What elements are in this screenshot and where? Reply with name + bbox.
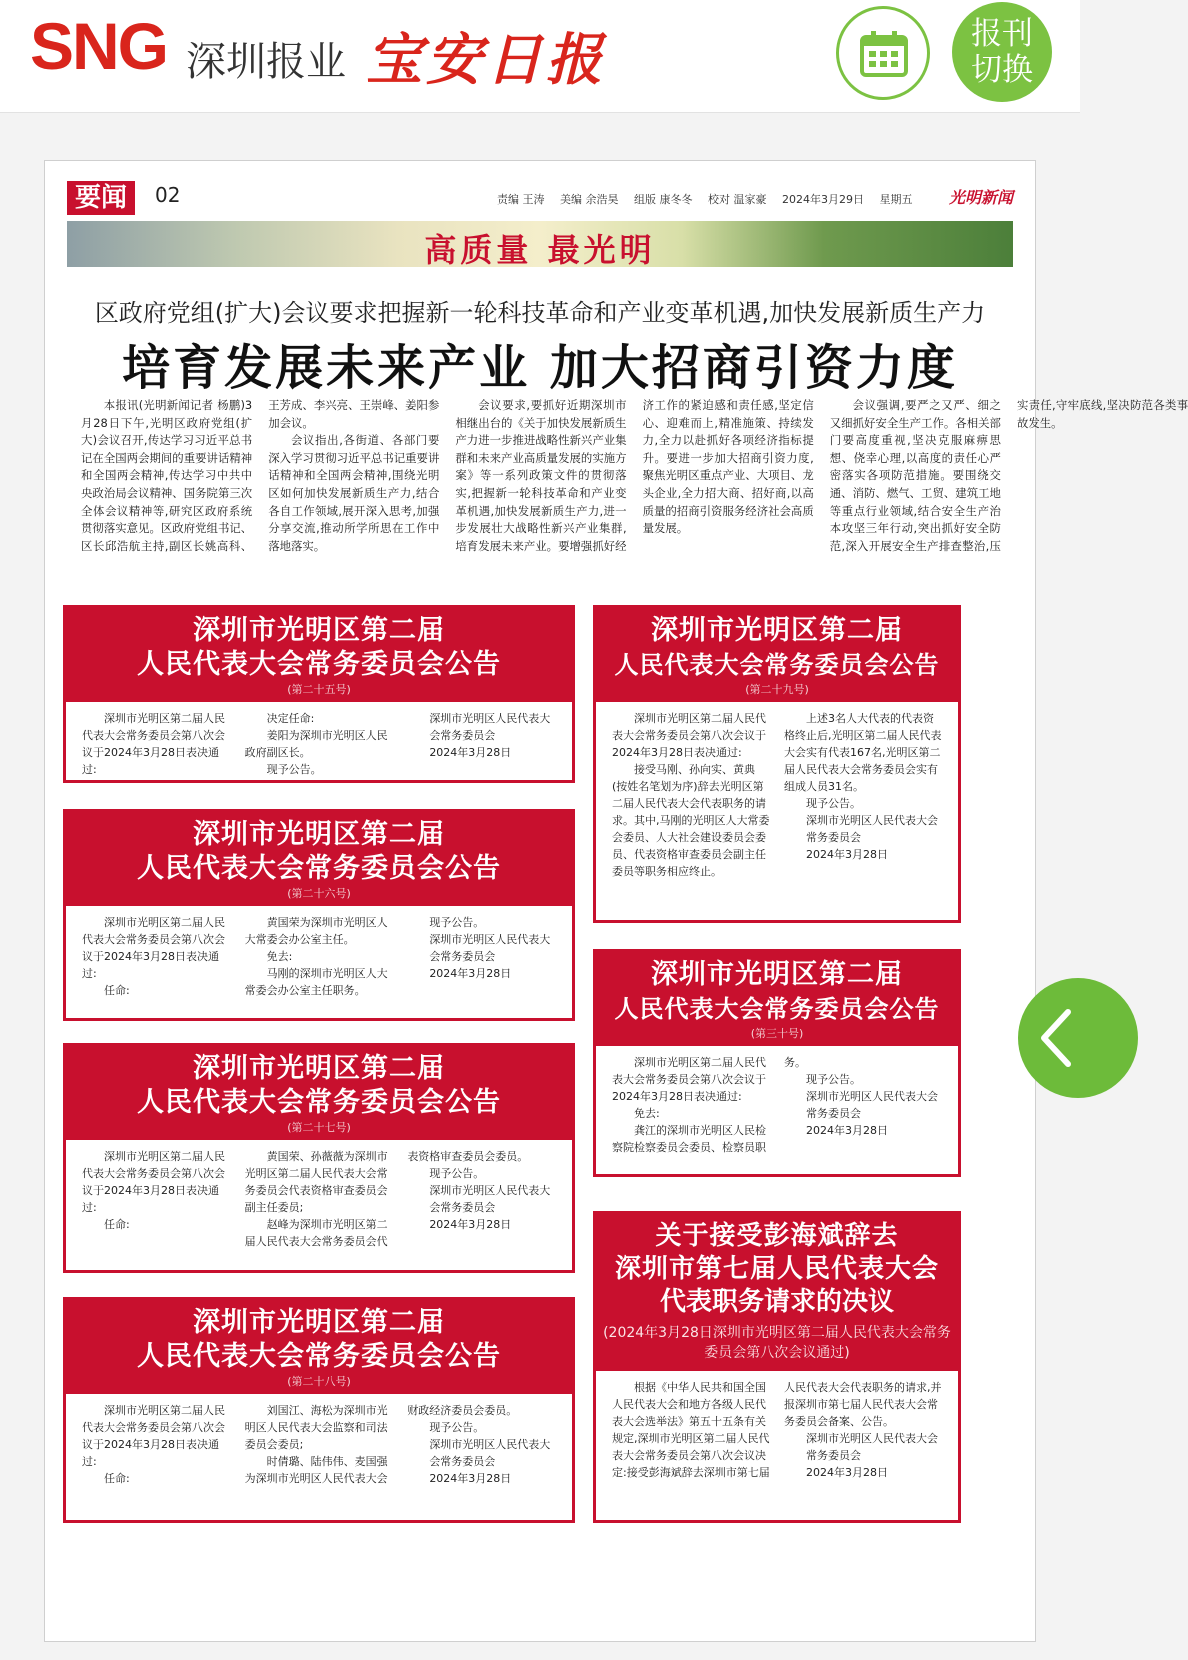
article-headline: 培育发展未来产业 加大招商引资力度 [122, 340, 958, 396]
notice-title: 深圳市光明区第二届 [193, 1307, 445, 1338]
notice-number: (第三十号) [750, 1027, 804, 1040]
notice-body [596, 702, 958, 880]
section-tag: 要闻 [67, 181, 135, 215]
article-paragraph: 会议指出,各街道、各部门要深入学习贯彻习近平总书记重要讲话精神和全国两会精神,围绕光明区如何加快发展新质生产力,结合各自工作领域,展开深入思考,加强分享交流,推动所学所思在工作中落地落实。 [268, 433, 440, 553]
notice-28 [63, 1297, 575, 1523]
app-header [0, 0, 1080, 113]
article-paragraph: 会议要求,要抓好近期深圳市相继出台的《关于加快发展新质生产力进一步推进战略性新兴产业集群和未来产业高质量发展的实施方案》等一系列政策文件的贯彻落实,把握新一轮科技革命和产业变革机遇,加快发展新质生产力,进一步发展壮大战略性新兴产业集群,培育发展未来产业。要增强抓好经济工作的紧迫感和责任感,坚定信心、迎难而上,精准施策、持续发力,全力以赴抓好各项经济指标提升。要进一步加大招商引资力度,聚焦光明区重点产业、大项目、龙头企业,全力招大商、招好商,以高质量的招商引资服务经济社会高质量发展。 [455, 398, 814, 553]
banner-text: 高质量 最光明 [424, 231, 656, 269]
resolution-notice [593, 1211, 961, 1523]
notice-date: 2024年3月28日 [806, 848, 888, 861]
notice-title: 深圳市光明区第二届 [651, 959, 903, 990]
notice-text: 黄国荣、孙薇薇为深圳市光明区第二届人民代表大会常务委员会代表资格审查委员会副主任委员; [244, 1150, 388, 1214]
notice-number: (第二十七号) [287, 1121, 351, 1134]
resolution-title: 关于接受彭海斌辞去 [655, 1221, 899, 1251]
notice-date: 2024年3月28日 [806, 1124, 888, 1137]
notice-text: 现予公告。 [806, 797, 861, 810]
notice-title: 深圳市光明区第二届 [193, 819, 445, 850]
notice-title: 人民代表大会常务委员会公告 [614, 995, 940, 1023]
credit-layout: 组版 康冬冬 [634, 193, 693, 206]
notice-date: 2024年3月28日 [429, 1218, 512, 1231]
notice-signer: 深圳市光明区人民代表大会常务委员会 [806, 1090, 938, 1120]
notice-number: (第二十八号) [287, 1375, 351, 1388]
chevron-left-icon [1036, 1006, 1076, 1070]
resolution-body [596, 1371, 958, 1481]
notice-body [66, 906, 572, 999]
notice-26 [63, 809, 575, 1021]
article-kicker: 区政府党组(扩大)会议要求把握新一轮科技革命和产业变革机遇,加快发展新质生产力 [94, 299, 986, 327]
notice-text: 任命: [104, 984, 130, 997]
notice-title: 深圳市光明区第二届 [193, 615, 445, 646]
notice-body [66, 702, 572, 778]
section-banner [67, 221, 1013, 267]
credit-editor: 责编 王涛 [497, 193, 545, 206]
notice-text: 时倩璐、陆伟伟、麦国强为深圳市光明区人民代表大会财政经济委员会委员。 [244, 1404, 518, 1485]
resolution-date: 2024年3月28日 [806, 1466, 888, 1479]
notice-body [66, 1140, 572, 1250]
notice-date: 2024年3月28日 [429, 967, 512, 980]
notice-text: 现予公告。 [806, 1073, 861, 1086]
notice-number: (第二十六号) [287, 887, 351, 900]
notice-text: 姜阳为深圳市光明区人民政府副区长。 [244, 729, 388, 759]
notice-text: 深圳市光明区第二届人民代表大会常务委员会第八次会议于2024年3月28日表决通过: [612, 1056, 766, 1103]
notice-date: 2024年3月28日 [429, 746, 512, 759]
notice-title: 人民代表大会常务委员会公告 [137, 649, 501, 680]
notice-header [66, 1046, 572, 1140]
notice-title: 人民代表大会常务委员会公告 [137, 1087, 501, 1118]
notice-header [596, 608, 958, 702]
notice-signer: 深圳市光明区人民代表大会常务委员会 [429, 1438, 551, 1468]
notice-text: 免去: [266, 950, 293, 963]
article-paragraph: 会议强调,要严之又严、细之又细抓好安全生产工作。各相关部门要高度重视,坚决克服麻痹思想、侥幸心理,以高度的责任心严密落实各项防范措施。要围绕交通、消防、燃气、工贸、建筑工地等重点行业领域,结合安全生产治本攻坚三年行动,突出抓好安全防范,深入开展安全生产排查整治,压实责任,守牢底线,坚决防范各类事故发生。 [829, 398, 1188, 553]
switch-paper-button[interactable]: 报刊切换 [952, 2, 1052, 102]
notice-text: 上述3名人大代表的代表资格终止后,光明区第二届人民代表大会实有代表167名,光明区第二届人民代表大会常务委员会实有组成人员31名。 [784, 712, 942, 793]
resolution-signer: 深圳市光明区人民代表大会常务委员会 [806, 1432, 938, 1462]
weekday: 星期五 [879, 193, 913, 206]
notice-signer: 深圳市光明区人民代表大会常务委员会 [429, 933, 551, 963]
credit-designer: 美编 余浩昊 [560, 193, 619, 206]
notice-text: 黄国荣为深圳市光明区人大常委会办公室主任。 [244, 916, 388, 946]
notice-text: 现予公告。 [429, 1167, 485, 1180]
notice-text: 决定任命: [266, 712, 315, 725]
notice-header [66, 812, 572, 906]
article-paragraph: 本报讯(光明新闻记者 杨鹏)3月28日下午,光明区政府党组(扩大)会议召开,传达学习习近平总书记在全国两会期间的重要讲话精神和全国两会精神,传达学习中共中央政治局会议精神、国务院第三次全体会议精神等,研究区政府系统贯彻落实意见。区政府党组书记、区长邱浩航主持,副区长姚高科、王芳成、李兴亮、王崇峰、姜阳参加会议。 [81, 398, 440, 553]
notice-text: 任命: [104, 1218, 130, 1231]
article-body [81, 397, 1188, 567]
credit-proofreader: 校对 温家豪 [708, 193, 767, 206]
notice-title: 人民代表大会常务委员会公告 [137, 1341, 501, 1372]
notice-text: 赵峰为深圳市光明区第二届人民代表大会常务委员会代表资格审查委员会委员。 [244, 1150, 529, 1248]
notice-header [596, 952, 958, 1046]
notice-title: 人民代表大会常务委员会公告 [614, 651, 940, 679]
page-number: 02 [155, 183, 181, 207]
notice-body [596, 1046, 958, 1156]
notice-27 [63, 1043, 575, 1273]
resolution-title: 深圳市第七届人民代表大会 [614, 1254, 939, 1284]
notice-header [66, 608, 572, 702]
notice-signer: 深圳市光明区人民代表大会常务委员会 [429, 1184, 551, 1214]
notice-text: 深圳市光明区第二届人民代表大会常务委员会第八次会议于2024年3月28日表决通过: [612, 712, 766, 759]
notice-text: 深圳市光明区第二届人民代表大会常务委员会第八次会议于2024年3月28日表决通过: [82, 712, 225, 776]
notice-text: 现予公告。 [429, 1421, 485, 1434]
resolution-header [596, 1214, 958, 1371]
notice-signer: 深圳市光明区人民代表大会常务委员会 [429, 712, 551, 742]
notice-29 [593, 605, 961, 923]
notice-text: 现予公告。 [266, 763, 322, 776]
section-brand: 光明新闻 [948, 188, 1013, 207]
notice-title: 深圳市光明区第二届 [193, 1053, 445, 1084]
page-header [67, 181, 1013, 211]
notice-text: 马刚的深圳市光明区人大常委会办公室主任职务。 [244, 967, 388, 997]
sng-logo: SNG [30, 9, 168, 83]
notice-number: (第二十九号) [745, 683, 809, 696]
notice-title: 深圳市光明区第二届 [651, 615, 903, 646]
notice-text: 刘国江、海松为深圳市光明区人民代表大会监察和司法委员会委员; [244, 1404, 388, 1451]
notice-text: 龚江的深圳市光明区人民检察院检察委员会委员、检察员职务。 [612, 1056, 806, 1154]
calendar-button[interactable] [836, 6, 930, 100]
issue-date: 2024年3月29日 [782, 193, 864, 206]
notice-text: 现予公告。 [429, 916, 485, 929]
previous-page-button[interactable] [1018, 978, 1138, 1098]
notice-title: 人民代表大会常务委员会公告 [137, 853, 501, 884]
calendar-icon [859, 29, 909, 79]
notice-text: 任命: [104, 1472, 130, 1485]
notice-text: 深圳市光明区第二届人民代表大会常务委员会第八次会议于2024年3月28日表决通过: [82, 1150, 225, 1214]
newspaper-page [44, 160, 1188, 1642]
notice-text: 免去: [634, 1107, 660, 1120]
notice-30 [593, 949, 961, 1177]
resolution-subtitle: (2024年3月28日深圳市光明区第二届人民代表大会常务委员会第八次会议通过) [603, 1325, 951, 1361]
notice-text: 深圳市光明区第二届人民代表大会常务委员会第八次会议于2024年3月28日表决通过: [82, 916, 225, 980]
resolution-text: 根据《中华人民共和国全国人民代表大会和地方各级人民代表大会选举法》第五十五条有关规定,深圳市光明区第二届人民代表大会常务委员会第八次会议决定:接受彭海斌辞去深圳市第七届人民代表大会代表职务的请求,并报深圳市第七届人民代表大会常务委员会备案、公告。 [612, 1381, 942, 1479]
notice-text: 接受马刚、孙向实、黄典(按姓名笔划为序)辞去光明区第二届人民代表大会代表职务的请求。其中,马刚的光明区人大常委会委员、人大社会建设委员会委员、代表资格审查委员会副主任委员等职务相应终止。 [612, 763, 770, 878]
notice-signer: 深圳市光明区人民代表大会常务委员会 [806, 814, 938, 844]
notice-number: (第二十五号) [287, 683, 351, 696]
notice-date: 2024年3月28日 [429, 1472, 512, 1485]
paper-title-logo: 宝安日报 [366, 27, 606, 93]
notice-text: 深圳市光明区第二届人民代表大会常务委员会第八次会议于2024年3月28日表决通过: [82, 1404, 225, 1468]
notice-header [66, 1300, 572, 1394]
resolution-title: 代表职务请求的决议 [659, 1287, 894, 1317]
notice-25 [63, 605, 575, 783]
notice-body [66, 1394, 572, 1487]
group-name: 深圳报业 [186, 39, 346, 85]
credits [497, 191, 925, 207]
